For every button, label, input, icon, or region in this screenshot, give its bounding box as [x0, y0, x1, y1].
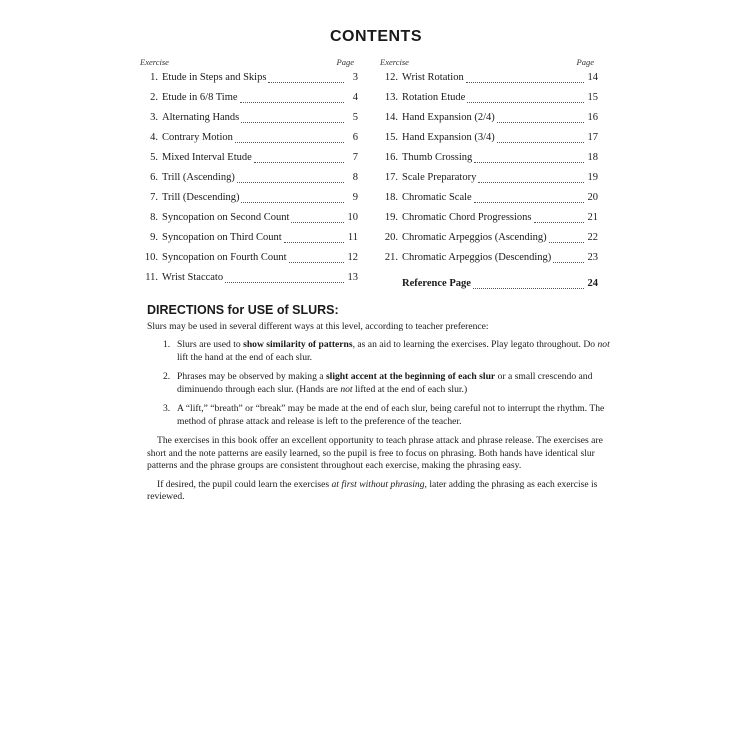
entry-page-number: 7 — [352, 152, 358, 163]
contents-entry — [140, 248, 358, 268]
contents-entry — [380, 68, 598, 88]
entry-title: Syncopation on Third Count — [162, 232, 282, 243]
page-title: CONTENTS — [330, 28, 422, 45]
entry-number: 15. — [384, 132, 398, 143]
dot-leader — [467, 102, 584, 103]
entry-number: 10. — [144, 252, 158, 263]
dot-leader — [225, 282, 344, 283]
reference-page-number: 24 — [587, 278, 598, 289]
entry-title: Wrist Rotation — [402, 72, 464, 83]
entry-page-number: 5 — [352, 112, 358, 123]
contents-entry — [140, 268, 358, 288]
exercise-header: Exercise — [380, 57, 409, 67]
direction-item: 2. Phrases may be observed by making a slight accent at the beginning of each slur or a small crescendo and diminuendo through each slur. (Hands are not lifted at the end of each slur.) — [163, 371, 593, 395]
direction-item: 3. A “lift,” “breath” or “break” may be made at the end of each slur, being careful not to interrupt the rhythm. The method of phrase attack and release is left to the preference of the teacher. — [163, 403, 605, 427]
entry-page-number: 12 — [347, 252, 358, 263]
dot-leader — [237, 182, 344, 183]
dot-leader — [291, 222, 344, 223]
entry-number: 21. — [384, 252, 398, 263]
entry-page-number: 10 — [347, 212, 358, 223]
entry-title: Chromatic Chord Progressions — [402, 212, 532, 223]
entry-title: Chromatic Scale — [402, 192, 472, 203]
dot-leader — [497, 142, 584, 143]
entry-page-number: 15 — [587, 92, 598, 103]
dot-leader — [284, 242, 344, 243]
contents-entry — [140, 228, 358, 248]
entry-page-number: 23 — [587, 252, 598, 263]
contents-entry — [380, 168, 598, 188]
entry-title: Trill (Descending) — [162, 192, 240, 203]
column-header — [140, 56, 358, 68]
directions-paragraph: If desired, the pupil could learn the exercises at first without phrasing, later adding the phrasing as each exercise is reviewed. — [147, 478, 598, 502]
entry-title: Chromatic Arpeggios (Descending) — [402, 252, 552, 263]
directions-paragraph: The exercises in this book offer an excellent opportunity to teach phrase attack and phrase release. The exercises are short and the note patterns are easily learned, so the pupil is free to focus on phrasing. Both hands have identical slur patterns and the phrase groups are consistent throughout each exercise, making the phrasing easy. — [147, 435, 603, 471]
dot-leader — [497, 122, 584, 123]
entry-title: Syncopation on Second Count — [162, 212, 290, 223]
contents-entry — [380, 228, 598, 248]
entry-title: Thumb Crossing — [402, 152, 473, 163]
entry-title: Alternating Hands — [162, 112, 240, 123]
entry-title: Mixed Interval Etude — [162, 152, 252, 163]
entry-title: Chromatic Arpeggios (Ascending) — [402, 232, 547, 243]
dot-leader — [268, 82, 344, 83]
entry-number: 16. — [384, 152, 398, 163]
entry-number: 13. — [384, 92, 398, 103]
contents-right-column — [380, 56, 598, 294]
dot-leader — [474, 162, 584, 163]
entry-number: 18. — [384, 192, 398, 203]
entry-title: Etude in 6/8 Time — [162, 92, 238, 103]
entry-page-number: 17 — [587, 132, 598, 143]
contents-left-column — [140, 56, 358, 288]
dot-leader — [474, 202, 584, 203]
contents-entry — [380, 88, 598, 108]
dot-leader — [466, 82, 584, 83]
contents-entry — [380, 148, 598, 168]
contents-entry — [140, 128, 358, 148]
entry-title: Rotation Etude — [402, 92, 466, 103]
entry-number: 14. — [384, 112, 398, 123]
entry-number: 11. — [145, 272, 158, 283]
contents-entry — [140, 88, 358, 108]
column-header — [380, 56, 598, 68]
entry-title: Hand Expansion (2/4) — [402, 112, 495, 123]
entry-number: 2. — [150, 92, 158, 103]
entry-page-number: 3 — [352, 72, 358, 83]
dot-leader — [473, 288, 584, 289]
entry-number: 5. — [150, 152, 158, 163]
entry-page-number: 22 — [587, 232, 598, 243]
entry-page-number: 6 — [352, 132, 358, 143]
dot-leader — [289, 262, 344, 263]
entry-number: 3. — [150, 112, 158, 123]
dot-leader — [534, 222, 585, 223]
entry-number: 9. — [150, 232, 158, 243]
contents-entry — [380, 208, 598, 228]
entry-title: Scale Preparatory — [402, 172, 477, 183]
contents-entry — [380, 248, 598, 268]
contents-entry — [380, 188, 598, 208]
dot-leader — [478, 182, 584, 183]
contents-entry — [140, 188, 358, 208]
page-header: Page — [336, 57, 354, 67]
dot-leader — [241, 202, 344, 203]
directions-heading: DIRECTIONS for USE of SLURS: — [147, 303, 339, 317]
contents-entry — [140, 68, 358, 88]
dot-leader — [235, 142, 344, 143]
entry-title: Wrist Staccato — [162, 272, 224, 283]
contents-entry — [140, 108, 358, 128]
entry-page-number: 19 — [587, 172, 598, 183]
entry-number: 19. — [384, 212, 398, 223]
entry-title: Hand Expansion (3/4) — [402, 132, 495, 143]
directions-intro: Slurs may be used in several different ways at this level, according to teacher preference: — [147, 320, 489, 332]
contents-entry — [140, 148, 358, 168]
reference-page-title: Reference Page — [402, 278, 471, 289]
entry-number: 6. — [150, 172, 158, 183]
entry-number: 12. — [384, 72, 398, 83]
dot-leader — [254, 162, 344, 163]
entry-number: 4. — [150, 132, 158, 143]
contents-entry — [140, 168, 358, 188]
entry-number: 1. — [150, 72, 158, 83]
contents-entry — [380, 128, 598, 148]
entry-title: Trill (Ascending) — [162, 172, 235, 183]
entry-page-number: 4 — [352, 92, 358, 103]
entry-title: Etude in Steps and Skips — [162, 72, 267, 83]
contents-entry — [140, 208, 358, 228]
dot-leader — [241, 122, 344, 123]
contents-entry — [380, 108, 598, 128]
dot-leader — [240, 102, 344, 103]
direction-item: 1. Slurs are used to show similarity of patterns, as an aid to learning the exercises. Play legato throughout. Do not lift the hand at the end of each slur. — [163, 339, 610, 363]
entry-page-number: 8 — [352, 172, 358, 183]
entry-page-number: 9 — [352, 192, 358, 203]
entry-page-number: 21 — [587, 212, 598, 223]
exercise-header: Exercise — [140, 57, 169, 67]
entry-number: 8. — [150, 212, 158, 223]
reference-page-entry — [380, 274, 598, 294]
entry-number: 17. — [384, 172, 398, 183]
entry-number: 20. — [384, 232, 398, 243]
dot-leader — [553, 262, 584, 263]
entry-page-number: 11 — [347, 232, 358, 243]
entry-page-number: 18 — [587, 152, 598, 163]
entry-page-number: 13 — [347, 272, 358, 283]
page-header: Page — [576, 57, 594, 67]
directions-section — [147, 304, 612, 510]
entry-page-number: 14 — [587, 72, 598, 83]
entry-number: 7. — [150, 192, 158, 203]
entry-title: Contrary Motion — [162, 132, 233, 143]
entry-page-number: 20 — [587, 192, 598, 203]
dot-leader — [549, 242, 584, 243]
entry-title: Syncopation on Fourth Count — [162, 252, 287, 263]
entry-page-number: 16 — [587, 112, 598, 123]
